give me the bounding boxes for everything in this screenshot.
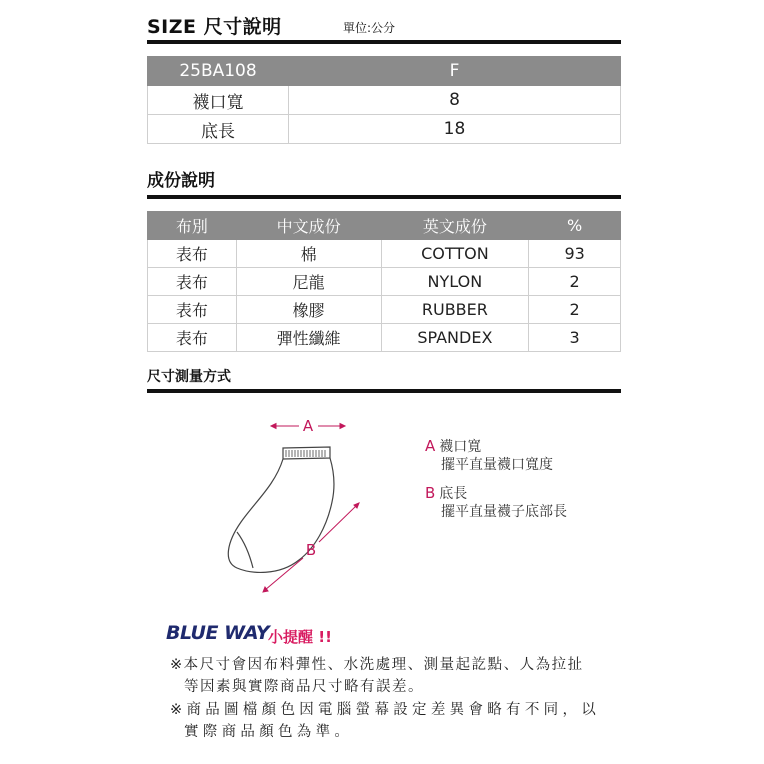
label-a: A <box>302 417 314 435</box>
table-row <box>148 115 621 144</box>
table-cell: 表布 <box>148 324 237 352</box>
composition-section-title: 成份說明 <box>147 171 215 191</box>
table-header-row <box>148 57 621 86</box>
brand-logo: BLUE WAY <box>166 622 270 644</box>
size-table <box>147 56 621 144</box>
table-cell: NYLON <box>381 268 529 296</box>
table-row <box>148 296 621 324</box>
notice-line: ※本尺寸會因布料彈性、水洗處理、測量起訖點、人為拉扯 <box>170 657 584 673</box>
table-cell: 2 <box>529 296 621 324</box>
table-cell: 襪口寬 <box>148 86 289 115</box>
unit-label: 單位:公分 <box>343 21 396 35</box>
table-header-cell: % <box>529 212 621 240</box>
sock-outline-icon <box>215 410 365 596</box>
composition-table <box>147 211 621 352</box>
legend-description: 擺平直量襪子底部長 <box>441 504 567 520</box>
notice-line: ※商品圖檔顏色因電腦螢幕設定差異會略有不同，以 <box>170 702 601 718</box>
table-row <box>148 86 621 115</box>
table-cell: 18 <box>289 115 621 144</box>
notice-line: 實際商品顏色為準。 <box>184 724 354 740</box>
section-divider <box>147 389 621 393</box>
table-cell: 3 <box>529 324 621 352</box>
legend-item-b <box>425 484 567 521</box>
table-cell: 2 <box>529 268 621 296</box>
table-cell: 表布 <box>148 240 237 268</box>
measure-section-title: 尺寸測量方式 <box>147 369 231 385</box>
table-header-cell: 布別 <box>148 212 237 240</box>
table-header-cell: 25BA108 <box>148 57 289 86</box>
legend-item-a <box>425 437 553 474</box>
table-cell: 橡膠 <box>236 296 381 324</box>
notice-item <box>170 654 584 698</box>
label-b: B <box>305 541 317 559</box>
table-cell: 彈性纖維 <box>236 324 381 352</box>
size-section-title: SIZE 尺寸說明 <box>147 16 282 38</box>
table-cell: 尼龍 <box>236 268 381 296</box>
sock-shape <box>228 447 334 572</box>
table-cell: 表布 <box>148 268 237 296</box>
table-cell: 底長 <box>148 115 289 144</box>
table-row <box>148 240 621 268</box>
table-cell: SPANDEX <box>381 324 529 352</box>
table-header-cell: 中文成份 <box>236 212 381 240</box>
legend-letter: B <box>425 484 436 502</box>
legend-description: 擺平直量襪口寬度 <box>441 457 553 473</box>
section-divider <box>147 40 621 44</box>
legend-name: 底長 <box>439 486 468 502</box>
table-header-cell: 英文成份 <box>381 212 529 240</box>
table-header-row <box>148 212 621 240</box>
notice-item <box>170 699 600 743</box>
legend-name: 襪口寬 <box>439 439 482 455</box>
table-header-cell: F <box>289 57 621 86</box>
table-cell: COTTON <box>381 240 529 268</box>
notice-line: 等因素與實際商品尺寸略有誤差。 <box>184 679 424 695</box>
table-cell: 8 <box>289 86 621 115</box>
reminder-title: 小提醒 !! <box>268 628 332 646</box>
table-row <box>148 324 621 352</box>
table-row <box>148 268 621 296</box>
table-cell: 93 <box>529 240 621 268</box>
legend-letter: A <box>425 437 436 455</box>
table-cell: 表布 <box>148 296 237 324</box>
table-cell: 棉 <box>236 240 381 268</box>
section-divider <box>147 195 621 199</box>
table-cell: RUBBER <box>381 296 529 324</box>
